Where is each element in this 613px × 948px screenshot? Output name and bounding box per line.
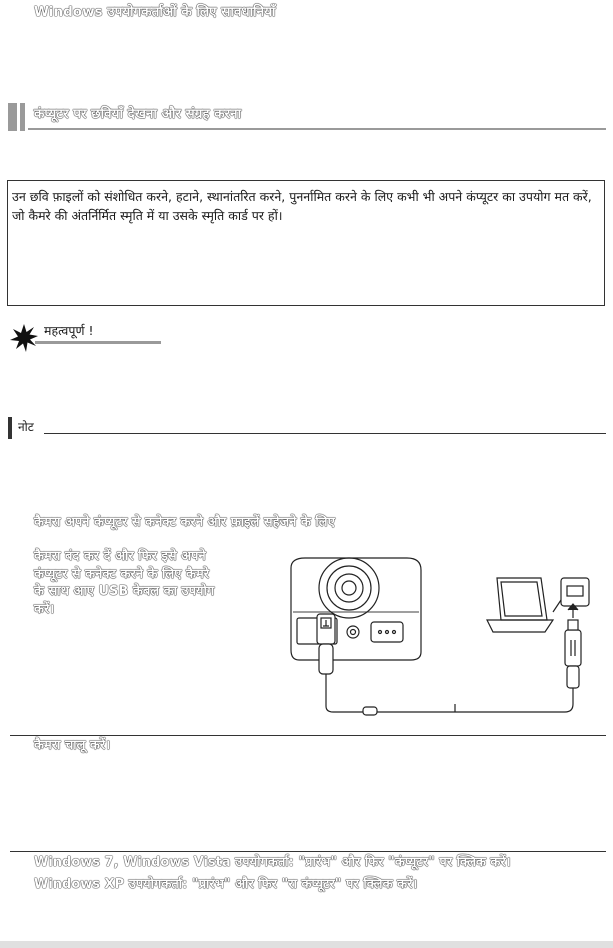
section-marker-bar-small (20, 103, 25, 131)
important-underline (35, 341, 161, 344)
step3-instructions-line: Windows XP उपयोगकर्ता: "प्रारंभ" और फिर "रा कंप्यूटर" पर क्लिक करें। (34, 877, 418, 892)
important-label: महत्वपूर्ण ! (44, 323, 94, 338)
section-underline (28, 128, 606, 130)
camera-lens (319, 558, 379, 618)
connect-heading: कैमरा अपने कंप्यूटर से कनेक्ट करने और फ़ाइलें सहेजने के लिए (34, 515, 335, 530)
footer-bar (0, 941, 613, 948)
section-heading: कंप्यूटर पर छवियाँ देखना और संग्रह करना (34, 106, 242, 122)
step1-line: कंप्यूटर से कनेक्ट करने के लिए कैमरे (34, 566, 210, 582)
step1-line: के साथ आए USB केबल का उपयोग (34, 584, 215, 599)
camera-usb-connection-illustration (283, 556, 608, 716)
step3-instructions-line: Windows 7, Windows Vista उपयोगकर्ता: "प्रारंभ" और फिर "कंप्यूटर" पर क्लिक करें। (34, 855, 511, 870)
step2-rule (10, 735, 606, 736)
caution-heading: Windows उपयोगकर्ताओं के लिए सावधानियाँ (34, 4, 276, 20)
step1-line: कैमरा बंद कर दें और फिर इसे अपने (34, 549, 206, 564)
note-label: नोट (18, 420, 34, 434)
computer-usb-plug (565, 630, 581, 666)
step1-line: करें। (34, 601, 55, 617)
section-marker-bar (8, 103, 17, 131)
usb-cable (326, 674, 573, 712)
note-marker-bar (8, 417, 12, 439)
step2-instructions: कैमरा चालू करें। (34, 738, 111, 753)
important-burst-icon (10, 324, 38, 352)
step1-instructions (34, 548, 214, 618)
warning-text: उन छवि फ़ाइलों को संशोधित करने, हटाने, स्थानांतरित करने, पुनर्नामित करने के लिए कभी भी अपने कंप्यूटर का उपयोग मत करें, जो कैमरे की अंतर्निर्मित स्मृति में या उसके स्मृति कार्ड पर हों। (12, 189, 592, 223)
note-rule (44, 433, 606, 434)
step3-rule (10, 851, 606, 852)
